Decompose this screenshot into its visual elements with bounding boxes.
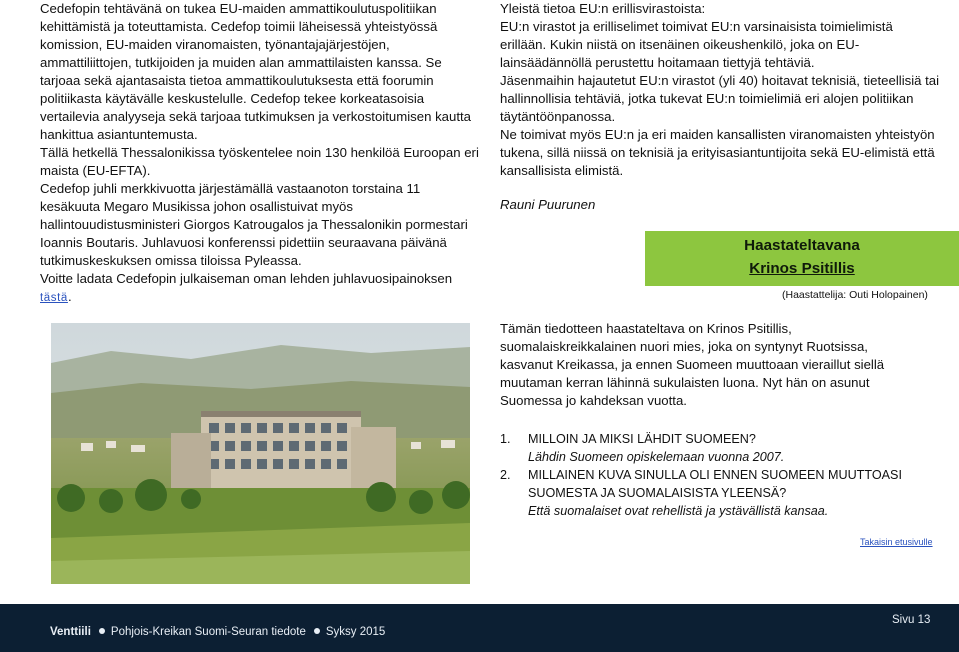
qa-answer: Lähdin Suomeen opiskelemaan vuonna 2007. (528, 450, 785, 464)
right-column (500, 0, 940, 214)
staff-paragraph: Tällä hetkellä Thessalonikissa työskentelee noin 130 henkilöä Euroopan eri maista (EU-EFTA). (40, 145, 479, 178)
page-number: Sivu 13 (892, 614, 931, 626)
bullet-icon (314, 628, 320, 634)
qa-number: 2. (500, 468, 511, 482)
download-text: Voitte ladata Cedefopin julkaiseman oman lehden juhlavuosipainoksen (40, 271, 453, 286)
cedefop-task-paragraph: Cedefopin tehtävänä on tukea EU-maiden ammattikoulutuspolitiikan kehittämistä ja toteuttamista. Cedefop toimii läheisessä yhteistyössä komission, EU-maiden viranomaisten, työnantajajärjestöjen, ammattiliittojen, tutkijoiden ja muiden alan ammattilaisten kanssa. Se tarjoaa sekä ajantasaista tietoa ammattikoulutuksesta että foorumin politiikasta käytävälle keskustelulle. Cedefop tekee korkeatasoisia vertailevia analyyseja sekä tarjoaa tutkimuksen ja verkostoitumisen kautta hankittua asiantuntemusta. (40, 1, 472, 142)
author-signature: Rauni Puurunen (500, 197, 596, 212)
interviewee-name: Krinos Psitillis (749, 260, 855, 277)
footer-text (50, 626, 385, 638)
download-link[interactable]: tästä (40, 292, 68, 304)
qa-question (500, 430, 940, 448)
interviewer-credit: (Haastattelija: Outi Holopainen) (782, 289, 928, 301)
agencies-paragraph-1: EU:n virastot ja erilliselimet toimivat EU:n varsinaisista toimielimistä erillään. Kukin niistä on itsenäinen oikeushenkilö, joka on EU-lainsäädännöllä perustettu hoitamaan tiettyjä tehtäviä. (500, 19, 893, 70)
footer-brand: Venttiili (50, 626, 91, 638)
agencies-paragraph-2: Jäsenmaihin hajautetut EU:n virastot (yli 40) hoitavat teknisiä, tieteellisiä tai hallinnollisia tehtäviä, jotka tukevat EU:n toimielimiä eri alojen politiikan täytäntöönpanossa. (500, 73, 940, 124)
left-column (40, 0, 482, 307)
back-to-front-page-link[interactable]: Takaisin etusivulle (860, 537, 933, 547)
interview-intro: Tämän tiedotteen haastateltava on Krinos Psitillis, suomalaiskreikkalainen nuori mies, joka on syntynyt Ruotsissa, kasvanut Kreikassa, ja ennen Suomeen muuttoaan vieraillut siellä muutaman kerran lähinnä sukulaisten luona. Nyt hän on asunut Suomessa jo kahdeksan vuotta. (500, 321, 885, 408)
building-photo-illustration (51, 323, 470, 584)
interview-qa (500, 430, 940, 520)
footer-publication: Pohjois-Kreikan Suomi-Seuran tiedote (110, 626, 306, 638)
agencies-heading: Yleistä tietoa EU:n erillisvirastoista: (500, 1, 706, 16)
qa-answer: Että suomalaiset ovat rehellistä ja ystävällistä kansaa. (528, 504, 829, 518)
bullet-icon (99, 628, 105, 634)
qa-question (500, 466, 940, 502)
anniversary-paragraph: Cedefop juhli merkkivuotta järjestämällä vastaanoton torstaina 11 kesäkuuta Megaro Musikissa johon osallistuivat myös hallintouudistusministeri Giorgos Katrougalos ja Thessalonikin pormestari Ioannis Boutaris. Juhlavuosi konferenssi pidettiin seuraavana päivänä tutkimuskeskuksen omissa tiloissa Pyleassa. (40, 181, 468, 268)
cedefop-building-photo (51, 323, 470, 584)
download-paragraph (40, 270, 482, 307)
qa-question-text: MILLAINEN KUVA SINULLA OLI ENNEN SUOMEEN MUUTTOASI SUOMESTA JA SUOMALAISISTA YLEENSÄ? (528, 468, 902, 500)
footer-issue: Syksy 2015 (325, 626, 386, 638)
qa-question-text: MILLOIN JA MIKSI LÄHDIT SUOMEEN? (528, 432, 756, 446)
qa-number: 1. (500, 432, 511, 446)
download-punctuation: . (67, 289, 72, 304)
interview-banner (645, 231, 959, 286)
agencies-paragraph-3: Ne toimivat myös EU:n ja eri maiden kansallisten viranomaisten yhteistyön tukena, sillä niissä on teknisiä ja erityisasiantuntijoita sekä EU-elimistä että kansallisista elimistä. (500, 127, 935, 178)
interview-banner-title: Haastateltavana (744, 237, 860, 254)
page-footer (0, 604, 959, 652)
